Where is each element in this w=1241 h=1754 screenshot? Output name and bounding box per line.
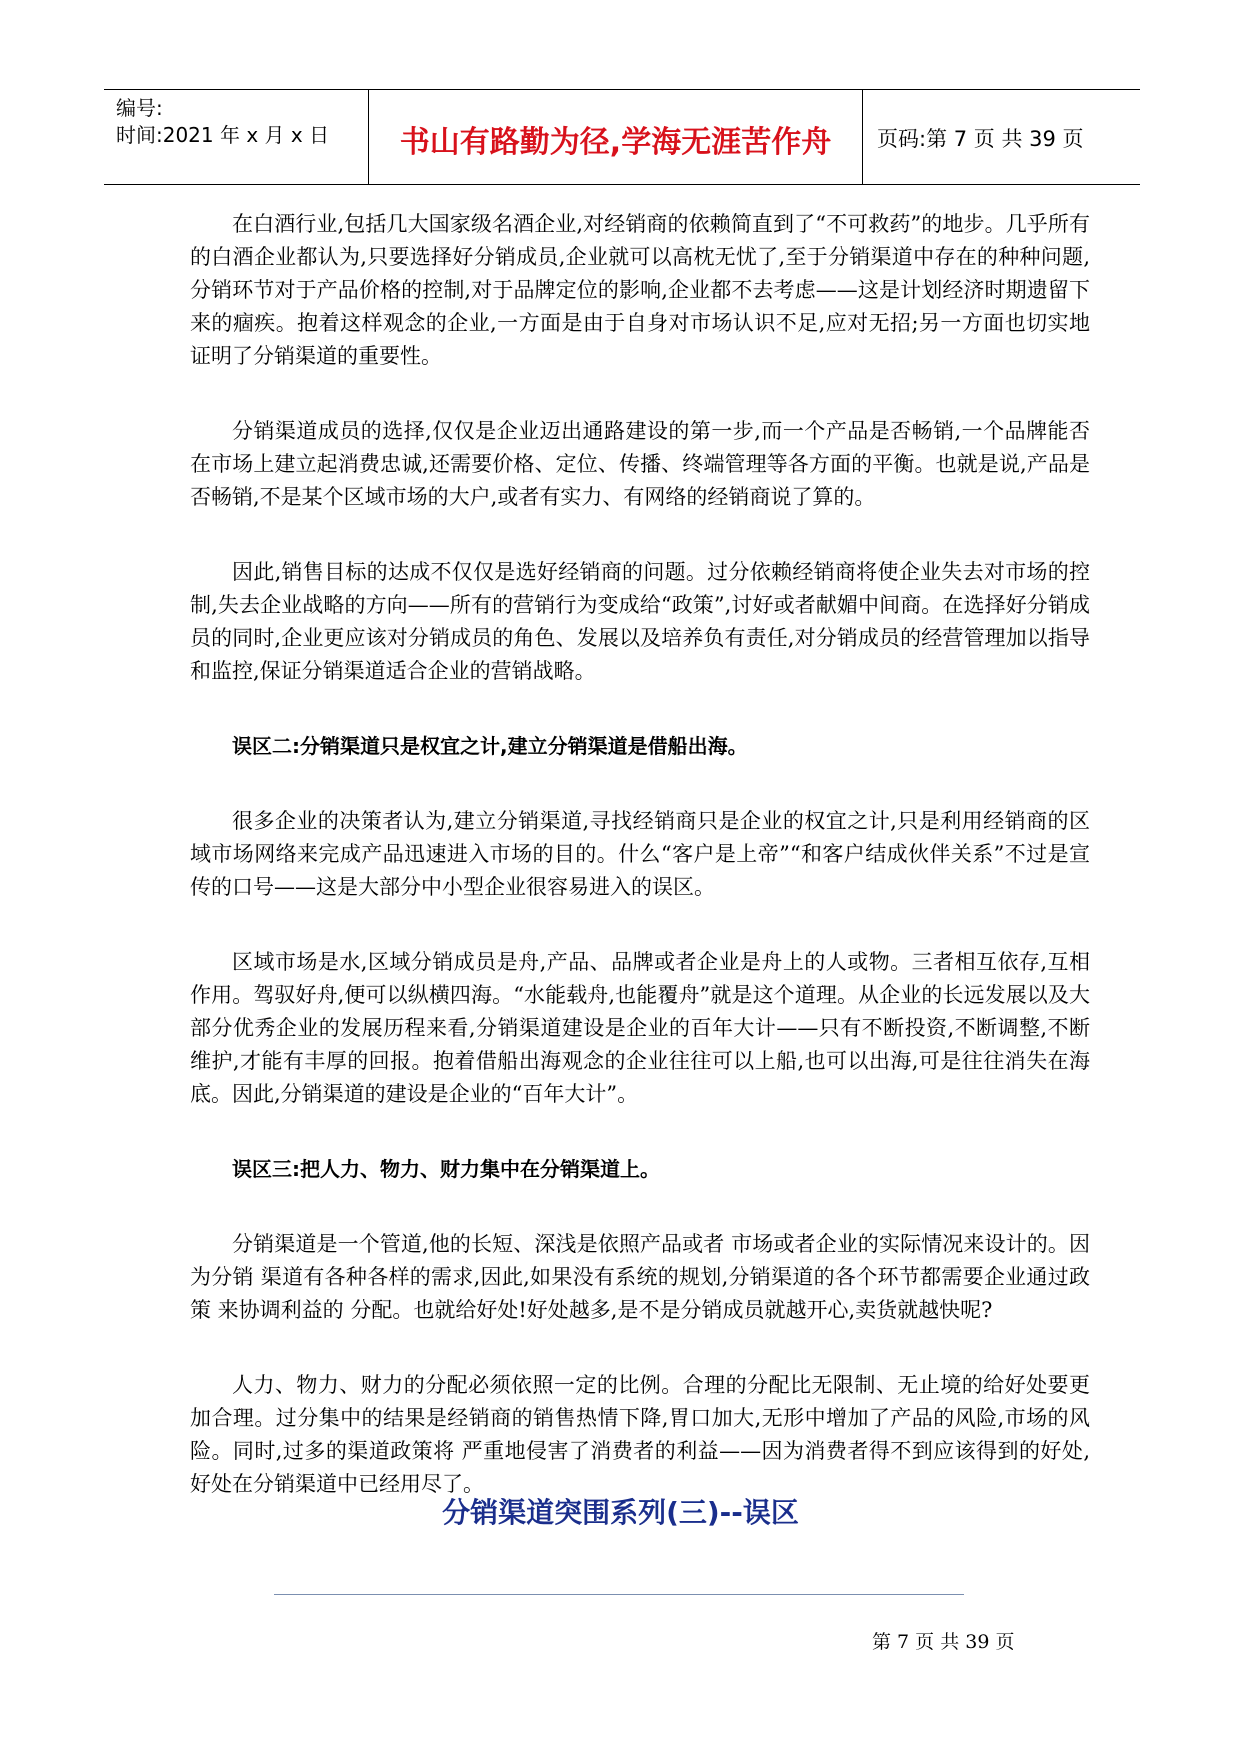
footer-page-number: 第 7 页 共 39 页 (872, 1631, 1015, 1653)
series-title: 分销渠道突围系列(三)--误区 (442, 1496, 799, 1529)
paragraph: 分销渠道是一个管道,他的长短、深浅是依照产品或者 市场或者企业的实际情况来设计的。因为分销 渠道有各种各样的需求,因此,如果没有系统的规划,分销渠道的各个环节都需要企业通过政策 来协调利益的 分配。也就给好处!好处越多,是不是分销成员就越开心,卖货就越快呢? (190, 1232, 1090, 1322)
document-body (190, 208, 1090, 1543)
paragraph: 人力、物力、财力的分配必须依照一定的比例。合理的分配比无限制、无止境的给好处要更加合理。过分集中的结果是经销商的销售热情下降,胃口加大,无形中增加了产品的风险,市场的风险。同时,过多的渠道政策将 严重地侵害了消费者的利益——因为消费者得不到应该得到的好处,好处在分销渠道中已经用尽了。 (190, 1373, 1090, 1496)
time-label: 时间:2021 年 x 月 x 日 (116, 123, 330, 147)
section-heading: 误区二:分销渠道只是权宜之计,建立分销渠道是借船出海。 (232, 734, 748, 758)
header-meta-cell (104, 90, 369, 184)
header-table (104, 89, 1140, 185)
number-label: 编号: (116, 96, 163, 120)
paragraph: 分销渠道成员的选择,仅仅是企业迈出通路建设的第一步,而一个产品是否畅销,一个品牌能否在市场上建立起消费忠诚,还需要价格、定位、传播、终端管理等各方面的平衡。也就是说,产品是否畅销,不是某个区域市场的大户,或者有实力、有网络的经销商说了算的。 (190, 419, 1090, 509)
header-motto-cell (369, 90, 863, 184)
footer-divider (274, 1594, 964, 1595)
page-code: 页码:第 7 页 共 39 页 (877, 127, 1084, 151)
header-page-cell (863, 90, 1140, 184)
paragraph: 在白酒行业,包括几大国家级名酒企业,对经销商的依赖简直到了“不可救药”的地步。几乎所有的白酒企业都认为,只要选择好分销成员,企业就可以高枕无忧了,至于分销渠道中存在的种种问题,分销环节对于产品价格的控制,对于品牌定位的影响,企业都不去考虑——这是计划经济时期遗留下来的痼疾。抱着这样观念的企业,一方面是由于自身对市场认识不足,应对无招;另一方面也切实地证明了分销渠道的重要性。 (190, 212, 1090, 368)
paragraph: 因此,销售目标的达成不仅仅是选好经销商的问题。过分依赖经销商将使企业失去对市场的控制,失去企业战略的方向——所有的营销行为变成给“政策”,讨好或者献媚中间商。在选择好分销成员的同时,企业更应该对分销成员的角色、发展以及培养负有责任,对分销成员的经营管理加以指导和监控,保证分销渠道适合企业的营销战略。 (190, 560, 1090, 683)
section-heading: 误区三:把人力、物力、财力集中在分销渠道上。 (232, 1157, 660, 1181)
paragraph: 很多企业的决策者认为,建立分销渠道,寻找经销商只是企业的权宜之计,只是利用经销商的区域市场网络来完成产品迅速进入市场的目的。什么“客户是上帝”“和客户结成伙伴关系”不过是宣传的口号——这是大部分中小型企业很容易进入的误区。 (190, 809, 1090, 899)
paragraph: 区域市场是水,区域分销成员是舟,产品、品牌或者企业是舟上的人或物。三者相互依存,互相作用。驾驭好舟,便可以纵横四海。“水能载舟,也能覆舟”就是这个道理。从企业的长远发展以及大部分优秀企业的发展历程来看,分销渠道建设是企业的百年大计——只有不断投资,不断调整,不断维护,才能有丰厚的回报。抱着借船出海观念的企业往往可以上船,也可以出海,可是往往消失在海底。因此,分销渠道的建设是企业的“百年大计”。 (190, 950, 1090, 1106)
motto-text: 书山有路勤为径,学海无涯苦作舟 (399, 125, 832, 160)
